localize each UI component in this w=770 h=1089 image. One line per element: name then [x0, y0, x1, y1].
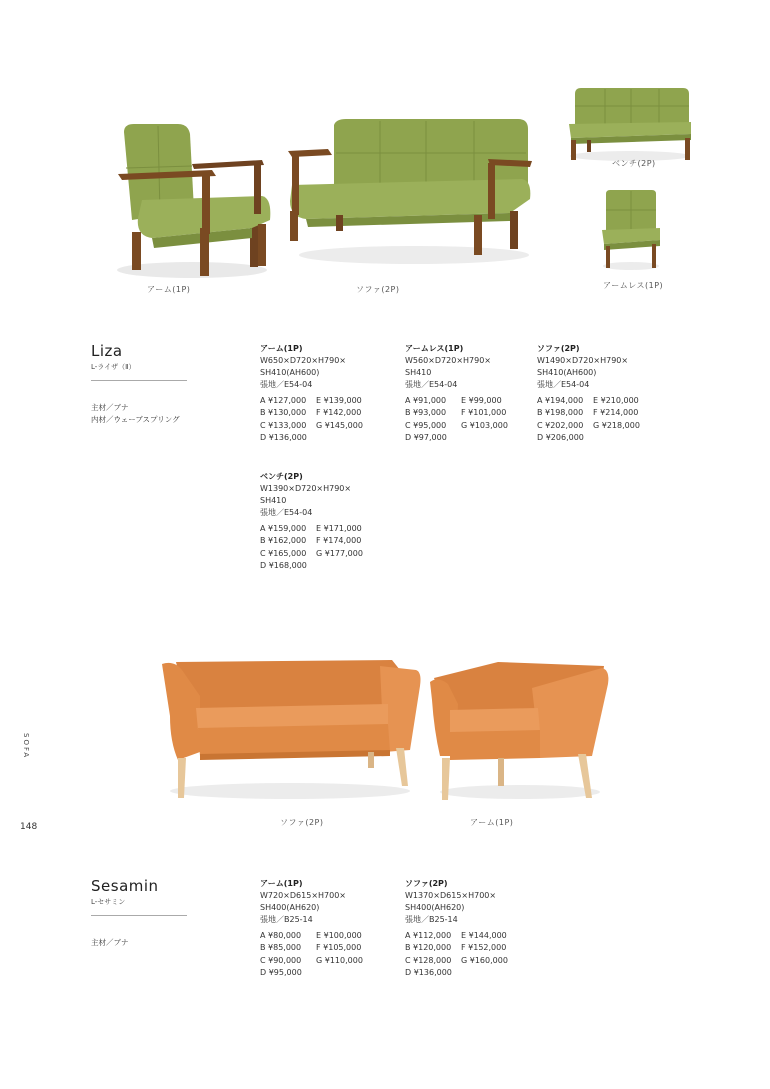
- price-row: [405, 955, 535, 967]
- section-side-label: SOFA: [22, 733, 30, 760]
- liza-series-subname: L-ライザ（Ⅱ）: [91, 363, 136, 371]
- price: G ¥145,000: [316, 420, 363, 430]
- product-spec: W720×D615×H700×: [260, 891, 347, 900]
- product-fabric: 張地／B25-14: [405, 915, 458, 924]
- price: A ¥112,000: [405, 931, 452, 940]
- liza-bench-caption: ベンチ(2P): [612, 159, 656, 168]
- price: A ¥127,000: [260, 396, 307, 405]
- liza-material-main: 主材／ブナ: [91, 403, 129, 412]
- price-row: [537, 395, 667, 407]
- price-row: [537, 407, 667, 419]
- price-row: [260, 560, 390, 572]
- product-model: アーム(1P): [260, 344, 303, 353]
- price: G ¥160,000: [461, 955, 508, 965]
- liza-armless-image: [600, 188, 662, 272]
- price: G ¥103,000: [461, 420, 508, 430]
- price-row: [260, 420, 390, 432]
- product-spec: SH410(AH600): [537, 368, 597, 377]
- price-list: [260, 523, 390, 572]
- product-spec: SH410(AH600): [260, 368, 320, 377]
- price: F ¥142,000: [316, 408, 362, 418]
- product-model: ソファ(2P): [537, 344, 580, 353]
- price: A ¥91,000: [405, 396, 447, 405]
- liza-divider: [91, 380, 187, 381]
- price: G ¥218,000: [593, 420, 640, 430]
- price-row: [537, 432, 667, 444]
- price: D ¥136,000: [260, 432, 307, 442]
- price-row: [260, 930, 390, 942]
- price-list: [260, 395, 390, 444]
- price-row: [260, 967, 390, 979]
- sesamin-arm-caption: アーム(1P): [470, 818, 514, 827]
- price-row: [405, 942, 535, 954]
- product-model: アーム(1P): [260, 879, 303, 888]
- product-spec: W1490×D720×H790×: [537, 356, 629, 365]
- liza-materials: [91, 402, 180, 426]
- price: C ¥133,000: [260, 420, 307, 430]
- price: E ¥171,000: [316, 524, 362, 533]
- price: C ¥95,000: [405, 420, 447, 430]
- product-fabric: 張地／B25-14: [260, 915, 313, 924]
- sesamin-sofa-caption: ソファ(2P): [280, 818, 324, 827]
- price: A ¥194,000: [537, 396, 584, 405]
- sesamin-materials: [91, 937, 129, 949]
- product-fabric: 張地／E54-04: [405, 380, 458, 389]
- price: B ¥162,000: [260, 536, 307, 546]
- product-model: ソファ(2P): [405, 879, 448, 888]
- liza-bench-image: [565, 86, 695, 166]
- page-number: 148: [20, 822, 38, 832]
- price: B ¥198,000: [537, 408, 584, 418]
- price-list: [405, 395, 535, 444]
- product-model: アームレス(1P): [405, 344, 464, 353]
- price: D ¥168,000: [260, 560, 307, 570]
- sesamin-material-main: 主材／ブナ: [91, 938, 129, 947]
- price: F ¥152,000: [461, 943, 507, 953]
- price-row: [405, 930, 535, 942]
- product-spec: W1370×D615×H700×: [405, 891, 497, 900]
- price: B ¥120,000: [405, 943, 452, 953]
- liza-product-bench: [260, 471, 390, 572]
- price: E ¥144,000: [461, 931, 507, 940]
- liza-arm-caption: アーム(1P): [147, 285, 191, 294]
- price-row: [405, 395, 535, 407]
- price-row: [260, 432, 390, 444]
- price: E ¥139,000: [316, 396, 362, 405]
- sesamin-sofa-image: [160, 656, 425, 806]
- product-model: ベンチ(2P): [260, 472, 303, 481]
- price: C ¥202,000: [537, 420, 584, 430]
- sesamin-product-sofa: [405, 878, 535, 979]
- price: E ¥210,000: [593, 396, 639, 405]
- price-row: [405, 967, 535, 979]
- price-row: [260, 955, 390, 967]
- price-row: [405, 407, 535, 419]
- price-row: [260, 535, 390, 547]
- price-row: [260, 407, 390, 419]
- price: D ¥95,000: [260, 967, 302, 977]
- liza-product-sofa: [537, 343, 667, 444]
- price: E ¥100,000: [316, 931, 362, 940]
- price: F ¥101,000: [461, 408, 507, 418]
- price: B ¥93,000: [405, 408, 447, 418]
- price-list: [260, 930, 390, 979]
- price: G ¥177,000: [316, 548, 363, 558]
- price-list: [405, 930, 535, 979]
- price: A ¥159,000: [260, 524, 307, 533]
- price: F ¥214,000: [593, 408, 639, 418]
- liza-series-name: Liza: [91, 342, 123, 360]
- price: B ¥130,000: [260, 408, 307, 418]
- price: F ¥174,000: [316, 536, 362, 546]
- price-row: [260, 395, 390, 407]
- liza-sofa-caption: ソファ(2P): [356, 285, 400, 294]
- price-row: [260, 942, 390, 954]
- price: D ¥206,000: [537, 432, 584, 442]
- sesamin-divider: [91, 915, 187, 916]
- price: C ¥165,000: [260, 548, 307, 558]
- price: D ¥136,000: [405, 967, 452, 977]
- price-row: [537, 420, 667, 432]
- product-spec: SH410: [260, 496, 287, 505]
- price-row: [260, 523, 390, 535]
- price-row: [405, 432, 535, 444]
- product-spec: SH400(AH620): [260, 903, 320, 912]
- price: A ¥80,000: [260, 931, 302, 940]
- liza-product-arm: [260, 343, 390, 444]
- price: D ¥97,000: [405, 432, 447, 442]
- product-spec: W1390×D720×H790×: [260, 484, 352, 493]
- price: C ¥90,000: [260, 955, 302, 965]
- product-fabric: 張地／E54-04: [537, 380, 590, 389]
- sesamin-arm-chair-image: [428, 660, 610, 806]
- price: G ¥110,000: [316, 955, 363, 965]
- price: C ¥128,000: [405, 955, 452, 965]
- product-spec: W650×D720×H790×: [260, 356, 347, 365]
- price-row: [405, 420, 535, 432]
- sesamin-product-arm: [260, 878, 390, 979]
- product-spec: SH400(AH620): [405, 903, 465, 912]
- liza-material-inner: 内材／ウェーブスプリング: [91, 415, 180, 424]
- sesamin-series-subname: L-セサミン: [91, 898, 126, 906]
- liza-arm-chair-image: [112, 120, 282, 285]
- product-fabric: 張地／E54-04: [260, 508, 313, 517]
- product-spec: SH410: [405, 368, 432, 377]
- liza-sofa-image: [284, 115, 536, 275]
- sesamin-series-name: Sesamin: [91, 877, 159, 895]
- product-fabric: 張地／E54-04: [260, 380, 313, 389]
- price-list: [537, 395, 667, 444]
- price: F ¥105,000: [316, 943, 362, 953]
- price: B ¥85,000: [260, 943, 302, 953]
- product-spec: W560×D720×H790×: [405, 356, 492, 365]
- price-row: [260, 548, 390, 560]
- liza-armless-caption: アームレス(1P): [603, 281, 664, 290]
- price: E ¥99,000: [461, 396, 502, 405]
- liza-product-armless: [405, 343, 535, 444]
